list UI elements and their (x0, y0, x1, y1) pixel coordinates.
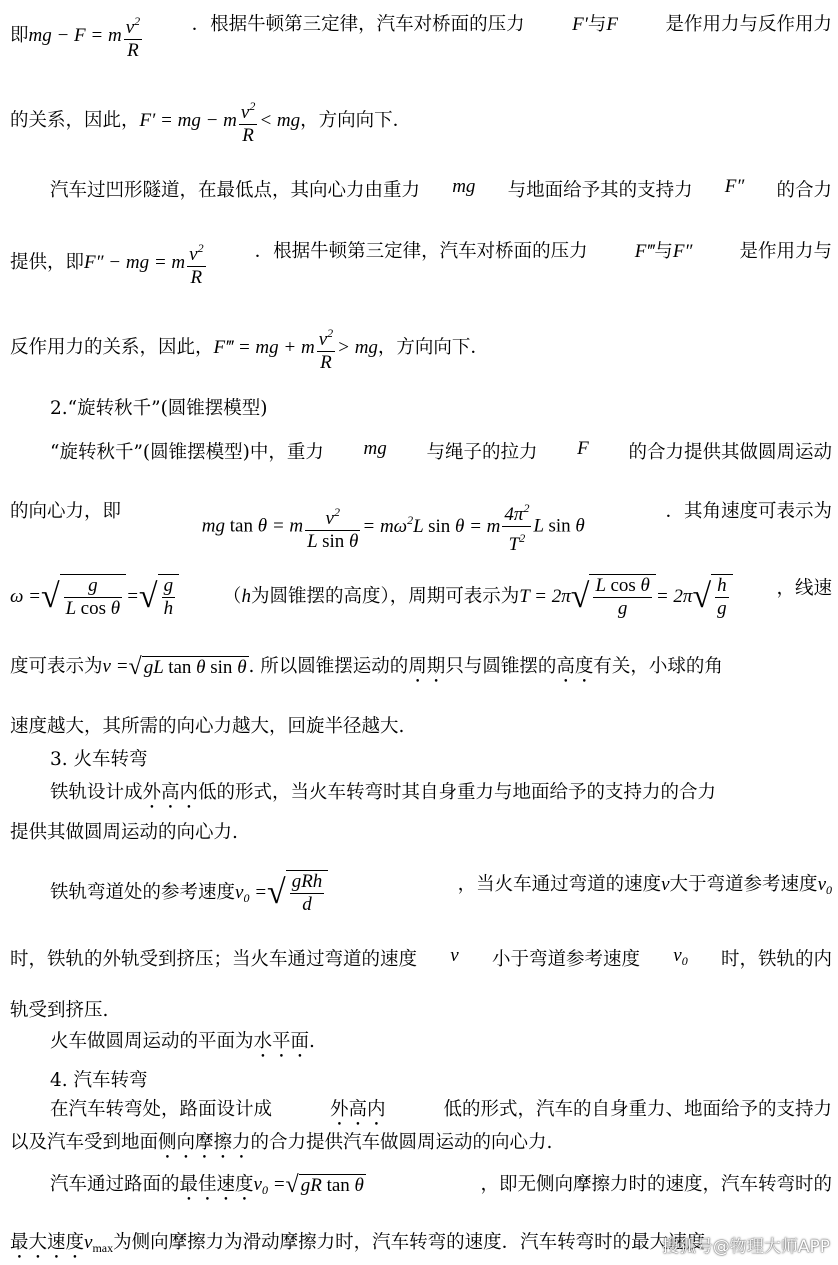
text-line: 以及汽车受到地面侧向摩擦力的合力提供汽车做圆周运动的向心力. (10, 1132, 553, 1153)
text-line: 汽车通过路面的最佳速度$v_0$ =√ gR tan θ ，即无侧向摩擦力时的速度，汽车转弯时的 (50, 1172, 832, 1198)
text-line: 的向心力，即 mg tan θ = m $\frac{v^2}{\text{L sin θ}}$ = $m\omega^2L$ sin θ = m $\frac{4\pi^2}{T^2}$ L sin θ ．其角速度可表示为 (0, 497, 838, 556)
section-heading: 4. 汽车转弯 (50, 1070, 148, 1091)
text-line: 的关系，因此，F′ = mg − m $\frac{v^2}{R}$ < mg，方向向下． (0, 95, 838, 147)
text-line: 火车做圆周运动的平面为水平面. (50, 1031, 315, 1052)
text-line: 铁轨设计成外高内低的形式，当火车转弯时其自身重力与地面给予的支持力的合力 (50, 782, 717, 803)
text-line: 轨受到挤压. (10, 1000, 109, 1021)
text-line: 铁轨弯道处的参考速度$v_0$ =√ $\frac{\text{gRh}}{d}$ ，当火车通过弯道的速度v大于弯道参考速度$v_0$ (50, 871, 832, 915)
text-line: 提供其做圆周运动的向心力. (10, 822, 238, 843)
section-heading: 2.“旋转秋千”(圆锥摆模型) (50, 398, 268, 419)
text-line: 在汽车转弯处，路面设计成 外高内 低的形式，汽车的自身重力、地面给予的支持力 (50, 1099, 832, 1120)
text-line: 时，铁轨的外轨受到挤压；当火车通过弯道的速度 v 小于弯道参考速度 $v_0$ 时，铁轨的内 (10, 945, 832, 970)
text-line: 即mg − F = m $\frac{v^2}{R}$ ．根据牛顿第三定律，汽车对桥面的压力 F′与F 是作用力与反作用力 (0, 10, 838, 62)
text-line: 速度越大，其所需的向心力越大，回旋半径越大. (10, 716, 405, 737)
watermark: 搜狐号@物理大师APP (661, 1237, 830, 1257)
section-heading: 3. 火车转弯 (50, 749, 148, 770)
text-line: ω =√ $\frac{g}{\text{L cos θ}}$ =√ $\frac{g}{h}$ （h为圆锥摆的高度），周期可表示为T = 2π√ $\frac{\text{L cos θ}}{g}$ = 2π√ $\frac{h}{g}$ ，线速 (10, 575, 832, 619)
text-line: “旋转秋千”(圆锥摆模型)中，重力 mg 与绳子的拉力 F 的合力提供其做圆周运动 (50, 438, 832, 463)
text-line: 度可表示为v =√ gL tan θ sin θ . 所以圆锥摆运动的周期只与圆锥摆的高度有关，小球的角 (10, 654, 723, 680)
text-line: 最大速度$v_{max}$为侧向摩擦力为滑动摩擦力时，汽车转弯的速度．汽车转弯时的最大速度 (10, 1232, 706, 1255)
text-line: 提供，即F″ − mg = m $\frac{v^2}{R}$ ．根据牛顿第三定律，汽车对桥面的压力 F‴与F″ 是作用力与 (0, 237, 838, 289)
text-line: 反作用力的关系，因此，F‴ = mg + m $\frac{v^2}{R}$ > mg，方向向下． (0, 322, 838, 374)
text-line: 汽车过凹形隧道，在最低点，其向心力由重力 mg 与地面给予其的支持力 F″ 的合力 (50, 176, 832, 201)
